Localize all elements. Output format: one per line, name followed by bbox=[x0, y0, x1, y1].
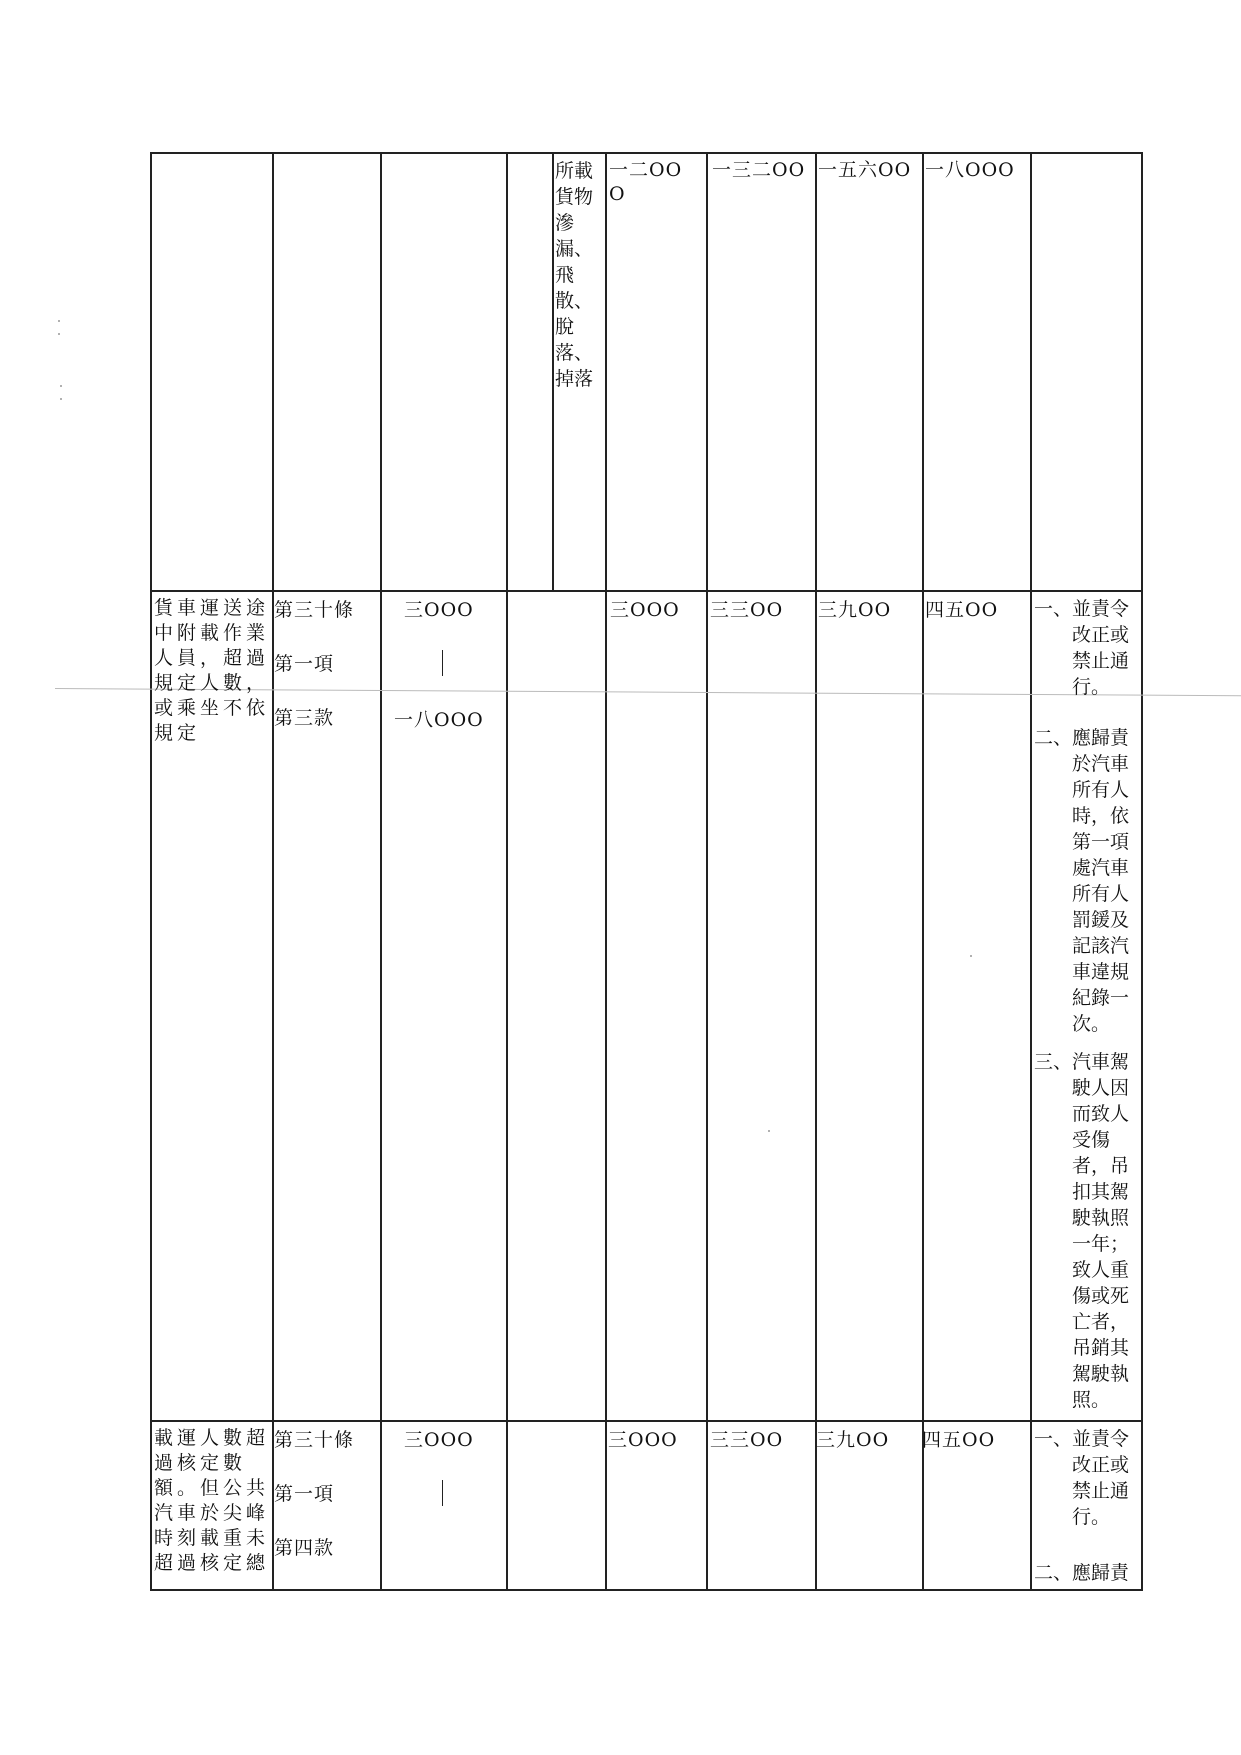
table-border-left bbox=[150, 152, 152, 1590]
range-dash bbox=[442, 1480, 443, 1506]
row-divider bbox=[150, 590, 1143, 592]
scan-speck bbox=[58, 320, 60, 322]
row3-violation: 載運人數超 過核定數 額。但公共 汽車於尖峰 時刻載重未 超過核定總 bbox=[154, 1427, 270, 1574]
row2-clause: 第三款 bbox=[274, 707, 335, 729]
row1-amount-3: 一五六OO bbox=[818, 159, 912, 181]
row2-amount-2: 三三OO bbox=[710, 599, 784, 621]
row2-range-max: 一八OOO bbox=[394, 709, 484, 731]
row2-range-min: 三OOO bbox=[404, 599, 474, 621]
row1-amount-2: 一三二OO bbox=[712, 159, 806, 181]
scan-speck bbox=[970, 955, 972, 957]
row3-amount-2: 三三OO bbox=[710, 1429, 784, 1451]
column-divider bbox=[706, 152, 708, 1590]
row2-note-3: 三、汽車駕 駛人因 而致人 受傷 者，吊 扣其駕 駛執照 一年； 致人重 傷或死 亡者， 吊銷其 駕駛執 照。 bbox=[1034, 1051, 1130, 1411]
row3-range-min: 三OOO bbox=[404, 1429, 474, 1451]
row2-paragraph: 第一項 bbox=[274, 653, 335, 675]
row1-amount-1: 一二OO O bbox=[609, 159, 683, 205]
row3-paragraph: 第一項 bbox=[274, 1483, 335, 1505]
scan-speck bbox=[768, 1130, 770, 1132]
row3-note-2: 二、應歸責 bbox=[1034, 1562, 1130, 1584]
row2-amount-4: 四五OO bbox=[925, 599, 999, 621]
row2-violation: 貨車運送途 中附載作業 人員，超過 規定人數， 或乘坐不依 規定 bbox=[154, 597, 270, 744]
row2-note-2: 二、應歸責 於汽車 所有人 時，依 第一項 處汽車 所有人 罰鍰及 記該汽 車違規 紀錄一 次。 bbox=[1034, 727, 1130, 1035]
row-divider bbox=[150, 1420, 1143, 1422]
row2-article: 第三十條 bbox=[274, 599, 355, 621]
column-divider bbox=[922, 152, 924, 1590]
column-divider bbox=[506, 152, 508, 1590]
row1-reason: 所載 貨物 滲 漏、 飛 散、 脫 落、 掉落 bbox=[555, 160, 594, 390]
row3-note-1: 一、並責令 改正或 禁止通 行。 bbox=[1034, 1428, 1130, 1528]
row3-amount-3: 三九OO bbox=[816, 1429, 890, 1451]
row3-clause: 第四款 bbox=[274, 1537, 335, 1559]
row3-amount-4: 四五OO bbox=[922, 1429, 996, 1451]
range-dash bbox=[442, 650, 443, 676]
column-divider bbox=[380, 152, 382, 1590]
column-divider bbox=[272, 152, 274, 1590]
column-divider bbox=[1030, 152, 1032, 1590]
row2-note-1: 一、並責令 改正或 禁止通 行。 bbox=[1034, 598, 1130, 698]
row1-amount-4: 一八OOO bbox=[925, 159, 1015, 181]
column-divider bbox=[815, 152, 817, 1590]
scan-speck bbox=[60, 385, 62, 387]
column-divider bbox=[605, 152, 607, 1590]
scan-speck bbox=[58, 333, 60, 335]
table-border-bottom bbox=[150, 1589, 1143, 1591]
scan-speck bbox=[60, 398, 62, 400]
row3-article: 第三十條 bbox=[274, 1429, 355, 1451]
table-border-top bbox=[150, 152, 1143, 154]
row2-amount-3: 三九OO bbox=[818, 599, 892, 621]
row2-amount-1: 三OOO bbox=[610, 599, 680, 621]
row3-amount-1: 三OOO bbox=[608, 1429, 678, 1451]
column-divider bbox=[552, 152, 554, 590]
